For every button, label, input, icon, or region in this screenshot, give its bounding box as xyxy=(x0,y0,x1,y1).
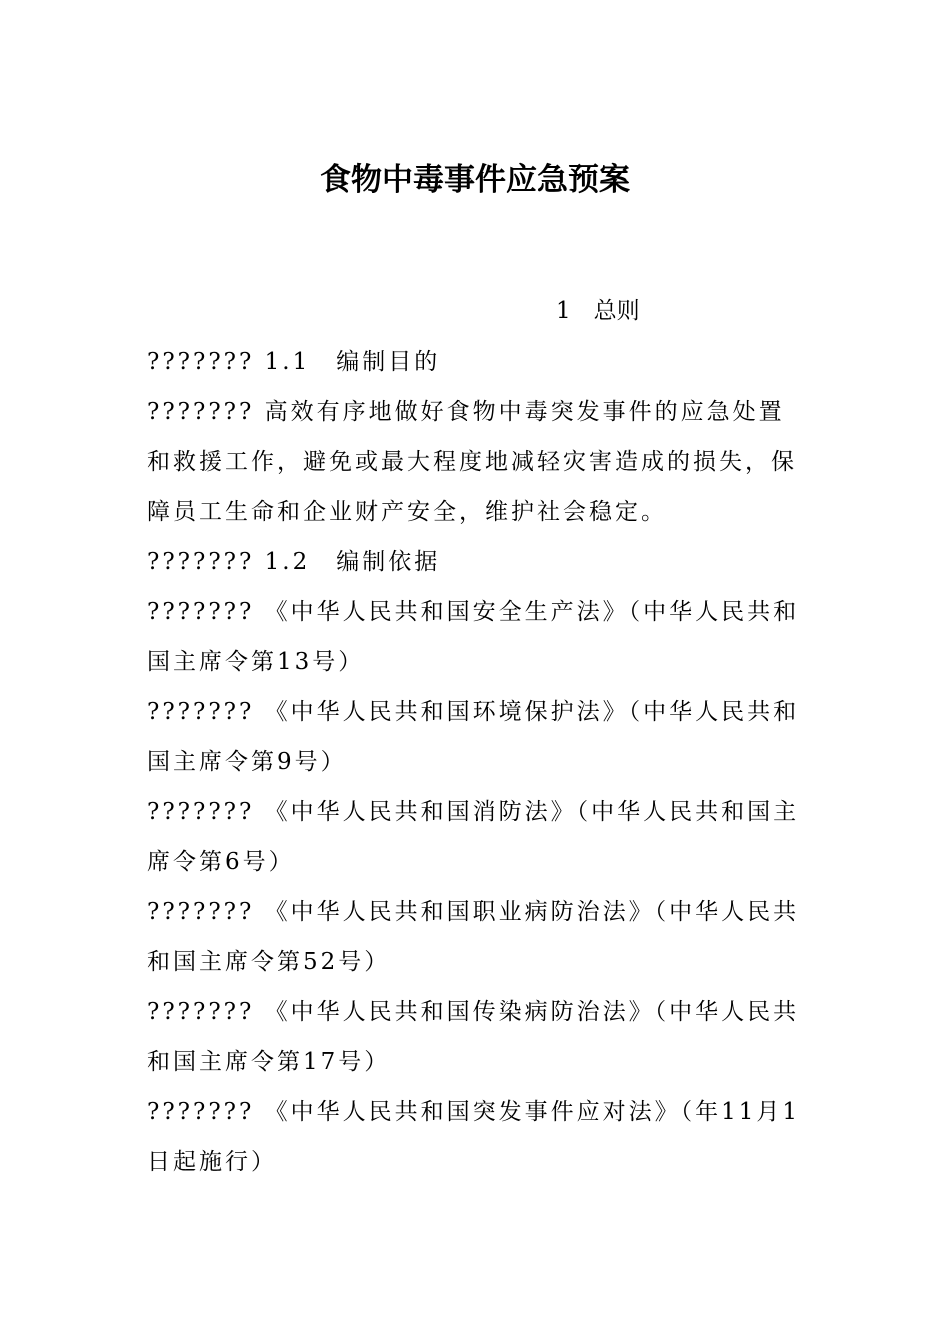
document-title: 食物中毒事件应急预案 xyxy=(320,162,630,198)
paragraph: ??????? 《中华人民共和国传染病防治法》（中华人民共和国主席令第17号） xyxy=(147,999,800,1075)
paragraph: ??????? 《中华人民共和国安全生产法》（中华人民共和国主席令第13号） xyxy=(147,599,800,675)
paragraph: ??????? 《中华人民共和国职业病防治法》（中华人民共和国主席令第52号） xyxy=(147,899,800,975)
paragraph: ??????? 《中华人民共和国消防法》（中华人民共和国主席令第6号） xyxy=(147,799,800,875)
subsection-heading: ??????? 1.1 编制目的 xyxy=(147,349,441,375)
subsection-heading: ??????? 1.2 编制依据 xyxy=(147,549,441,575)
paragraph: ??????? 高效有序地做好食物中毒突发事件的应急处置和救援工作，避免或最大程度地减轻灾害造成的损失，保障员工生命和企业财产安全，维护社会稳定。 xyxy=(147,399,797,525)
section-heading: 1 总则 xyxy=(556,298,640,324)
document-body xyxy=(147,337,807,1187)
paragraph: ??????? 《中华人民共和国突发事件应对法》（年11月1日起施行） xyxy=(147,1099,801,1175)
paragraph: ??????? 《中华人民共和国环境保护法》（中华人民共和国主席令第9号） xyxy=(147,699,800,775)
